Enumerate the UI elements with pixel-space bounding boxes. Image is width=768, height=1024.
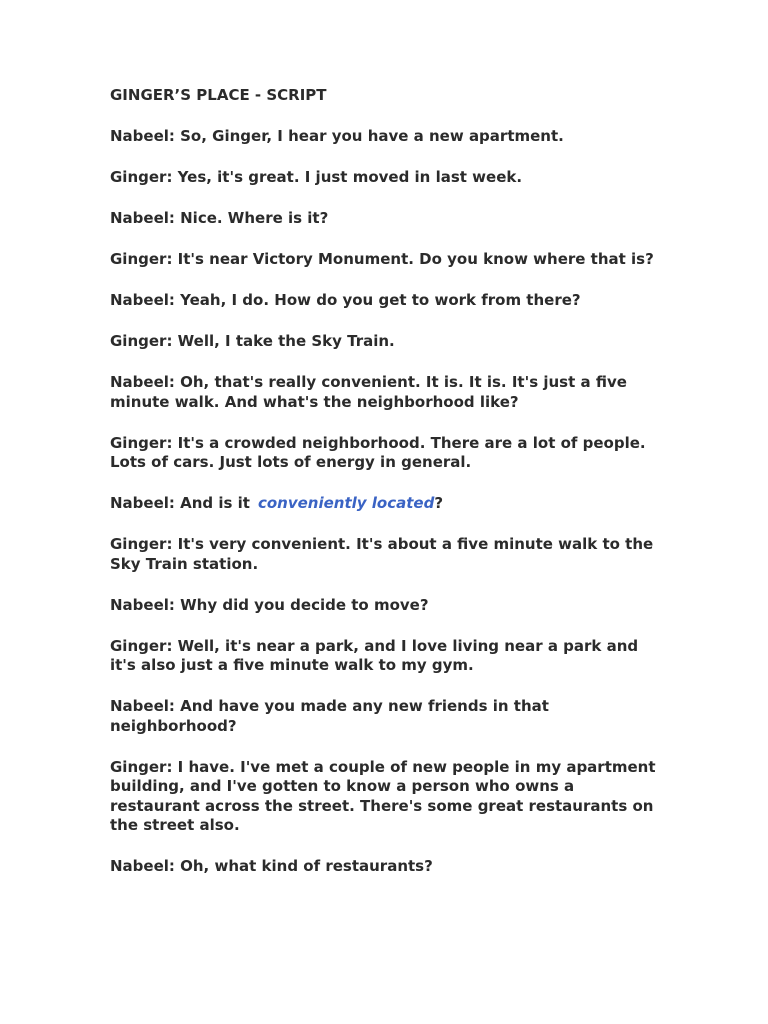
- conveniently-located-link[interactable]: conveniently located: [257, 494, 435, 512]
- script-line: Nabeel: And have you made any new friends in that neighborhood?: [110, 697, 549, 735]
- script-body: [110, 86, 658, 898]
- script-line: Nabeel: Nice. Where is it?: [110, 209, 329, 227]
- script-line: Ginger: It's near Victory Monument. Do you know where that is?: [110, 250, 654, 268]
- line-suffix: ?: [434, 494, 444, 512]
- script-line: Ginger: I have. I've met a couple of new people in my apartment building, and I've gotten to know a person who owns a restaurant across the street. There's some great restaurants on the street also.: [110, 757, 656, 834]
- script-line: Nabeel: Yeah, I do. How do you get to work from there?: [110, 291, 581, 309]
- line-prefix: Nabeel: And is it: [110, 494, 250, 512]
- script-line: Ginger: It's very convenient. It's about a five minute walk to the Sky Train station.: [110, 535, 654, 573]
- script-line: Nabeel: So, Ginger, I hear you have a new apartment.: [110, 127, 564, 145]
- script-line: Nabeel: Oh, what kind of restaurants?: [110, 857, 433, 875]
- script-line: Ginger: Yes, it's great. I just moved in last week.: [110, 168, 523, 186]
- script-line-with-link: [110, 494, 658, 514]
- document-title: GINGER’S PLACE - SCRIPT: [110, 86, 327, 104]
- script-line: Nabeel: Why did you decide to move?: [110, 595, 429, 614]
- script-line: Nabeel: Oh, that's really convenient. It is. It is. It's just a five minute walk. And what's the neighborhood like?: [110, 373, 627, 411]
- script-line: Ginger: It's a crowded neighborhood. There are a lot of people. Lots of cars. Just lots of energy in general.: [110, 433, 646, 471]
- script-line: Ginger: Well, I take the Sky Train.: [110, 332, 395, 350]
- script-line: Ginger: Well, it's near a park, and I love living near a park and it's also just a five minute walk to my gym.: [110, 636, 639, 674]
